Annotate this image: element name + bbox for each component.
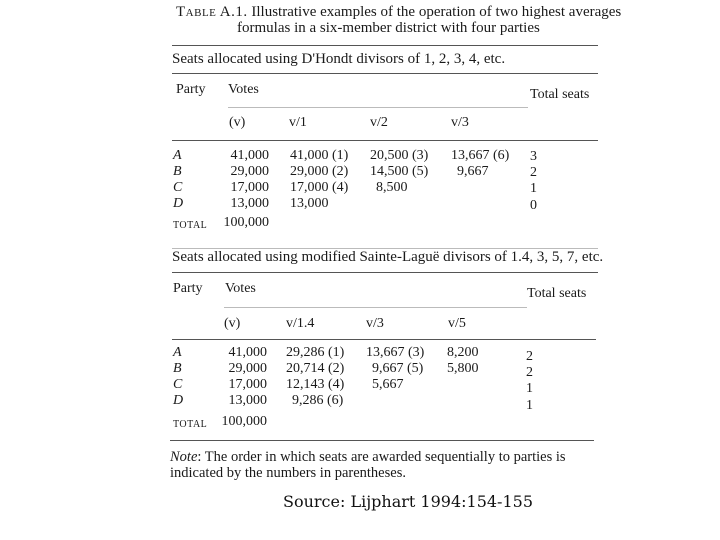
source-citation: Source: Lijphart 1994:154-155 (283, 492, 533, 511)
table-row-d1: 29,286 (1) (286, 345, 345, 360)
note-text-1: : The order in which seats are awarded sequentially to parties is (197, 449, 566, 465)
divider (228, 107, 528, 108)
table-row-seats: 2 (526, 349, 533, 364)
table-title (176, 4, 621, 21)
divider (224, 307, 527, 308)
table-row-votes: 17,000 (230, 180, 269, 195)
sl-header-v: (v) (224, 316, 241, 331)
table-row-d1: 29,000 (2) (290, 164, 349, 179)
table-note (170, 450, 566, 465)
total-votes: 100,000 (223, 215, 269, 230)
table-row-seats: 1 (526, 381, 533, 396)
table-row-d2: 9,667 (5) (372, 361, 424, 376)
sainte-lague-heading: Seats allocated using modified Sainte-Laguë divisors of 1.4, 3, 5, 7, etc. (172, 249, 604, 265)
table-row-votes: 13,000 (228, 393, 267, 408)
table-title-line1: Illustrative examples of the operation of two highest averages (251, 4, 622, 20)
table-row-party: B (173, 164, 182, 179)
table-title-line2: formulas in a six-member district with four parties (237, 20, 540, 36)
divider (172, 339, 596, 340)
table-row-d1: 13,000 (290, 196, 329, 211)
sl-header-party: Party (173, 281, 203, 296)
table-row-seats: 2 (530, 165, 537, 180)
table-row-seats: 3 (530, 149, 537, 164)
dhondt-heading: Seats allocated using D'Hondt divisors of 1, 2, 3, 4, etc. (172, 51, 506, 67)
note-text-2: indicated by the numbers in parentheses. (170, 465, 406, 481)
table-row-seats: 1 (530, 181, 537, 196)
sl-header-d3: v/5 (448, 316, 466, 331)
table-row-d3: 13,667 (6) (451, 148, 510, 163)
table-row-party: A (173, 345, 182, 360)
table-row-d1: 12,143 (4) (286, 377, 345, 392)
dhondt-header-d3: v/3 (451, 115, 469, 130)
divider (172, 45, 598, 46)
divider (172, 272, 598, 273)
sl-header-d2: v/3 (366, 316, 384, 331)
table-row-d3: 9,667 (457, 164, 489, 179)
table-row-party: D (173, 393, 184, 408)
total-label: TOTAL (173, 419, 208, 430)
table-row-d2: 5,667 (372, 377, 404, 392)
table-row-votes: 41,000 (228, 345, 267, 360)
table-label: Table A.1. (176, 4, 248, 20)
dhondt-header-v: (v) (229, 115, 246, 130)
table-row-d1: 41,000 (1) (290, 148, 349, 163)
table-row-party: C (173, 180, 183, 195)
table-row-party: B (173, 361, 182, 376)
table-row-party: C (173, 377, 183, 392)
table-row-votes: 41,000 (230, 148, 269, 163)
table-row-seats: 1 (526, 398, 533, 413)
dhondt-header-total-seats: Total seats (530, 87, 590, 102)
table-row-d1: 9,286 (6) (292, 393, 344, 408)
table-row-votes: 17,000 (228, 377, 267, 392)
table-row-d2: 13,667 (3) (366, 345, 425, 360)
table-row-seats: 2 (526, 365, 533, 380)
sl-header-d1: v/1.4 (286, 316, 315, 331)
table-row-d2: 14,500 (5) (370, 164, 429, 179)
note-label: Note (170, 449, 198, 465)
divider (170, 440, 594, 441)
dhondt-header-d1: v/1 (289, 115, 307, 130)
table-row-d3: 5,800 (447, 361, 479, 376)
dhondt-header-d2: v/2 (370, 115, 388, 130)
table-row-seats: 0 (530, 198, 537, 213)
table-row-d2: 8,500 (376, 180, 408, 195)
table-row-party: D (173, 196, 184, 211)
divider (172, 140, 598, 141)
total-votes: 100,000 (221, 414, 267, 429)
dhondt-header-votes: Votes (228, 82, 259, 97)
sl-header-votes: Votes (225, 281, 256, 296)
table-row-d1: 17,000 (4) (290, 180, 349, 195)
table-row-d1: 20,714 (2) (286, 361, 345, 376)
dhondt-header-party: Party (176, 82, 206, 97)
table-row-d2: 20,500 (3) (370, 148, 429, 163)
table-row-votes: 29,000 (228, 361, 267, 376)
table-row-votes: 29,000 (230, 164, 269, 179)
table-row-party: A (173, 148, 182, 163)
total-label: TOTAL (173, 220, 208, 231)
table-row-d3: 8,200 (447, 345, 479, 360)
sl-header-total-seats: Total seats (527, 286, 587, 301)
table-row-votes: 13,000 (230, 196, 269, 211)
divider (172, 73, 598, 74)
